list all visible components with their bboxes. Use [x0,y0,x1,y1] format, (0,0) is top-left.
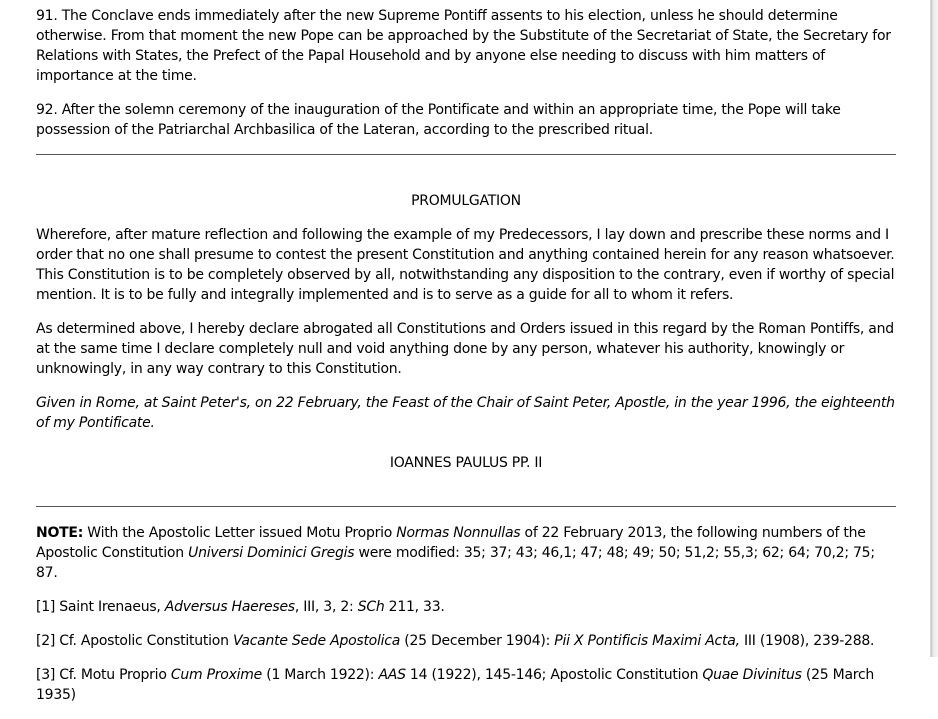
footnote-1-text-2: , III, 3, 2: [294,599,358,615]
footnote-2-text-2: (25 December 1904): [400,633,555,649]
footnote-3 [36,665,896,705]
footnote-1-italic-2: SCh [357,599,385,615]
promulgation-heading: PROMULGATION [411,193,521,209]
paragraph-92: 92. After the solemn ceremony of the inauguration of the Pontificate and within an appropriate time, the Pope will take possession of the Patriarchal Archbasilica of the Lateran, according to the prescribed ritual. [36,102,841,138]
footnote-1-italic-1: Adversus Haereses [164,599,295,615]
note-text-2: of 22 February 2013, the following numbers of the Apostolic Constitution [36,525,866,561]
note-label: NOTE: [36,525,84,541]
window-edge [931,0,938,657]
note-text-1: With the Apostolic Letter issued Motu Proprio [83,525,397,541]
footnote-3-text-2: (1 March 1922): [262,667,379,683]
notes-divider [36,506,896,507]
note-text-3: were modified: 35; 37; 43; 46,1; 47; 48; 49; 50; 51,2; 55,3; 62; 64; 70,2; 75; 87. [36,545,875,581]
footnote-3-italic-3: Quae Divinitus [702,667,802,683]
footnote-3-italic-2: AAS [378,667,406,683]
section-divider [36,154,896,155]
footnote-2-text-3: III (1908), 239-288. [739,633,875,649]
paragraph-91: 91. The Conclave ends immediately after the new Supreme Pontiff assents to his election, unless he should determine otherwise. From that moment the new Pope can be approached by the Substitute of the Secretariat of State, the Secretary for Relations with States, the Prefect of the Papal Household and by anyone else needing to discuss with him matters of importance at the time. [36,8,891,84]
document-content [36,6,896,719]
note-universi-dominici-gregis: Universi Dominici Gregis [188,545,355,561]
footnote-1-text-1: [1] Saint Irenaeus, [36,599,165,615]
promulgation-paragraph-2: As determined above, I hereby declare abrogated all Constitutions and Orders issued in this regard by the Roman Pontiffs, and at the same time I declare completely null and void anything done by any person, whatever his authority, knowingly or unknowingly, in any way contrary to this Constitution. [36,321,894,377]
footnote-1-text-3: 211, 33. [384,599,445,615]
footnote-2-italic-1: Vacante Sede Apostolica [232,633,401,649]
given-in-rome-paragraph: Given in Rome, at Saint Peter's, on 22 February, the Feast of the Chair of Saint Peter, Apostle, in the year 1996, the eighteenth of my Pontificate. [36,395,895,431]
footnote-3-text-4: (25 March 1935) [36,667,875,703]
footnote-2-italic-2: Pii X Pontificis Maximi Acta, [554,633,740,649]
footnote-2 [36,631,896,651]
promulgation-paragraph-1: Wherefore, after mature reflection and following the example of my Predecessors, I lay down and prescribe these norms and I order that no one shall presume to contest the present Constitution and anything contained herein for any reason whatsoever. This Constitution is to be completely observed by all, notwithstanding any disposition to the contrary, even if worthy of special mention. It is to be fully and integrally implemented and is to serve as a guide for all to whom it refers. [36,227,895,303]
footnote-3-text-3: 14 (1922), 145-146; Apostolic Constitution [405,667,703,683]
note-normas-nonnullas: Normas Nonnullas [396,525,521,541]
footnote-3-italic-1: Cum Proxime [170,667,263,683]
footnote-3-text-1: [3] Cf. Motu Proprio [36,667,171,683]
papal-signature: IOANNES PAULUS PP. II [389,455,543,471]
footnote-1 [36,597,896,617]
footnote-2-text-1: [2] Cf. Apostolic Constitution [36,633,233,649]
note-paragraph [36,523,896,583]
